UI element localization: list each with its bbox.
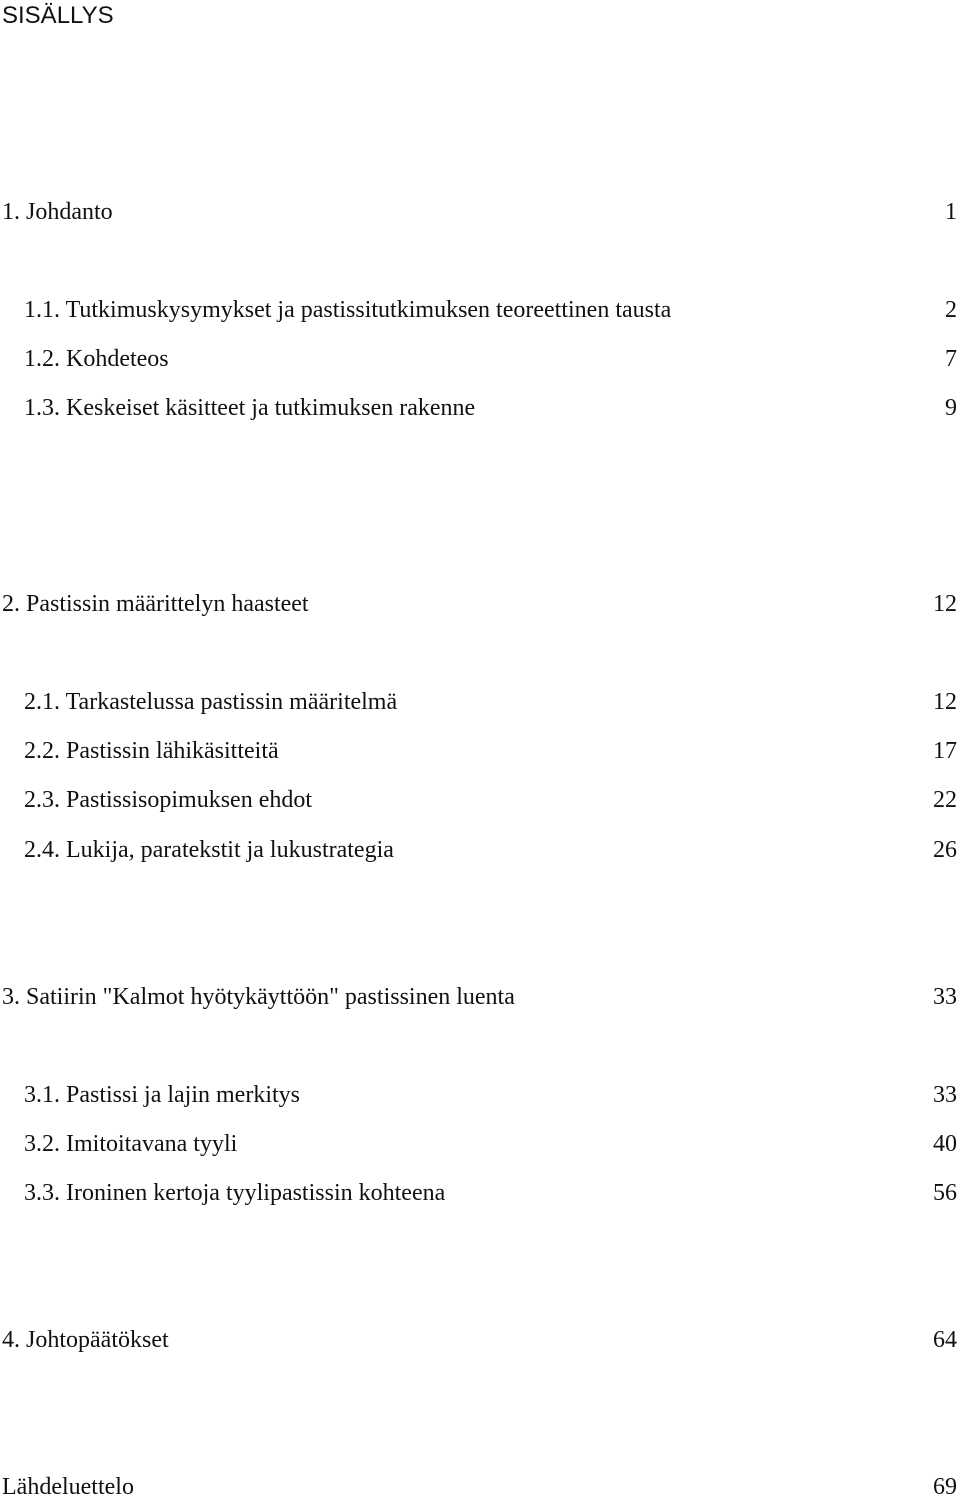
toc-entry-label: 1. Johdanto bbox=[2, 199, 113, 225]
toc-entry-2 bbox=[0, 592, 960, 622]
toc-entry-2-1 bbox=[0, 690, 960, 720]
toc-entry-1 bbox=[0, 200, 960, 230]
toc-entry-label: 2.4. Lukija, paratekstit ja lukustrategia bbox=[24, 837, 394, 863]
toc-entry-label: 2. Pastissin määrittelyn haasteet bbox=[2, 591, 309, 617]
toc-entry-page: 2 bbox=[945, 297, 957, 323]
toc-entry-page: 1 bbox=[945, 199, 957, 225]
page-title: SISÄLLYS bbox=[2, 2, 114, 29]
toc-entry-label: 2.1. Tarkastelussa pastissin määritelmä bbox=[24, 689, 398, 715]
toc-entry-2-3 bbox=[0, 788, 960, 818]
toc-entry-label: 1.1. Tutkimuskysymykset ja pastissitutkimuksen teoreettinen tausta bbox=[24, 297, 672, 323]
toc-entry-page: 9 bbox=[945, 395, 957, 421]
toc-entry-label: 1.3. Keskeiset käsitteet ja tutkimuksen rakenne bbox=[24, 395, 476, 421]
toc-entry-label: 1.2. Kohdeteos bbox=[24, 346, 169, 372]
toc-entry-label: Lähdeluettelo bbox=[2, 1474, 134, 1500]
toc-entry-page: 22 bbox=[933, 787, 957, 813]
toc-entry-label: 4. Johtopäätökset bbox=[2, 1327, 169, 1353]
toc-entry-label: 3.1. Pastissi ja lajin merkitys bbox=[24, 1082, 300, 1108]
toc-entry-label: 3. Satiirin "Kalmot hyötykäyttöön" pastissinen luenta bbox=[2, 984, 515, 1010]
toc-entry-3-1 bbox=[0, 1083, 960, 1113]
toc-entry-3 bbox=[0, 985, 960, 1015]
toc-entry-page: 69 bbox=[933, 1474, 957, 1500]
toc-entry-2-2 bbox=[0, 739, 960, 769]
toc-entry-1-3 bbox=[0, 396, 960, 426]
toc-entry-page: 56 bbox=[933, 1180, 957, 1206]
toc-entry-1-2 bbox=[0, 347, 960, 377]
toc-entry-label: 3.3. Ironinen kertoja tyylipastissin kohteena bbox=[24, 1180, 446, 1206]
toc-entry-page: 12 bbox=[933, 689, 957, 715]
toc-entry-page: 7 bbox=[945, 346, 957, 372]
toc-entry-4 bbox=[0, 1328, 960, 1358]
toc-entry-page: 33 bbox=[933, 1082, 957, 1108]
toc-entry-label: 2.3. Pastissisopimuksen ehdot bbox=[24, 787, 313, 813]
toc-entry-page: 17 bbox=[933, 738, 957, 764]
toc-entry-page: 26 bbox=[933, 837, 957, 863]
toc-entry-3-2 bbox=[0, 1132, 960, 1162]
toc-entry-page: 33 bbox=[933, 984, 957, 1010]
toc-entry-2-4 bbox=[0, 838, 960, 868]
toc-entry-1-1 bbox=[0, 298, 960, 328]
toc-entry-label: 2.2. Pastissin lähikäsitteitä bbox=[24, 738, 279, 764]
toc-entry-page: 64 bbox=[933, 1327, 957, 1353]
toc-entry-label: 3.2. Imitoitavana tyyli bbox=[24, 1131, 238, 1157]
toc-entry-page: 40 bbox=[933, 1131, 957, 1157]
toc-entry-3-3 bbox=[0, 1181, 960, 1211]
toc-entry-page: 12 bbox=[933, 591, 957, 617]
